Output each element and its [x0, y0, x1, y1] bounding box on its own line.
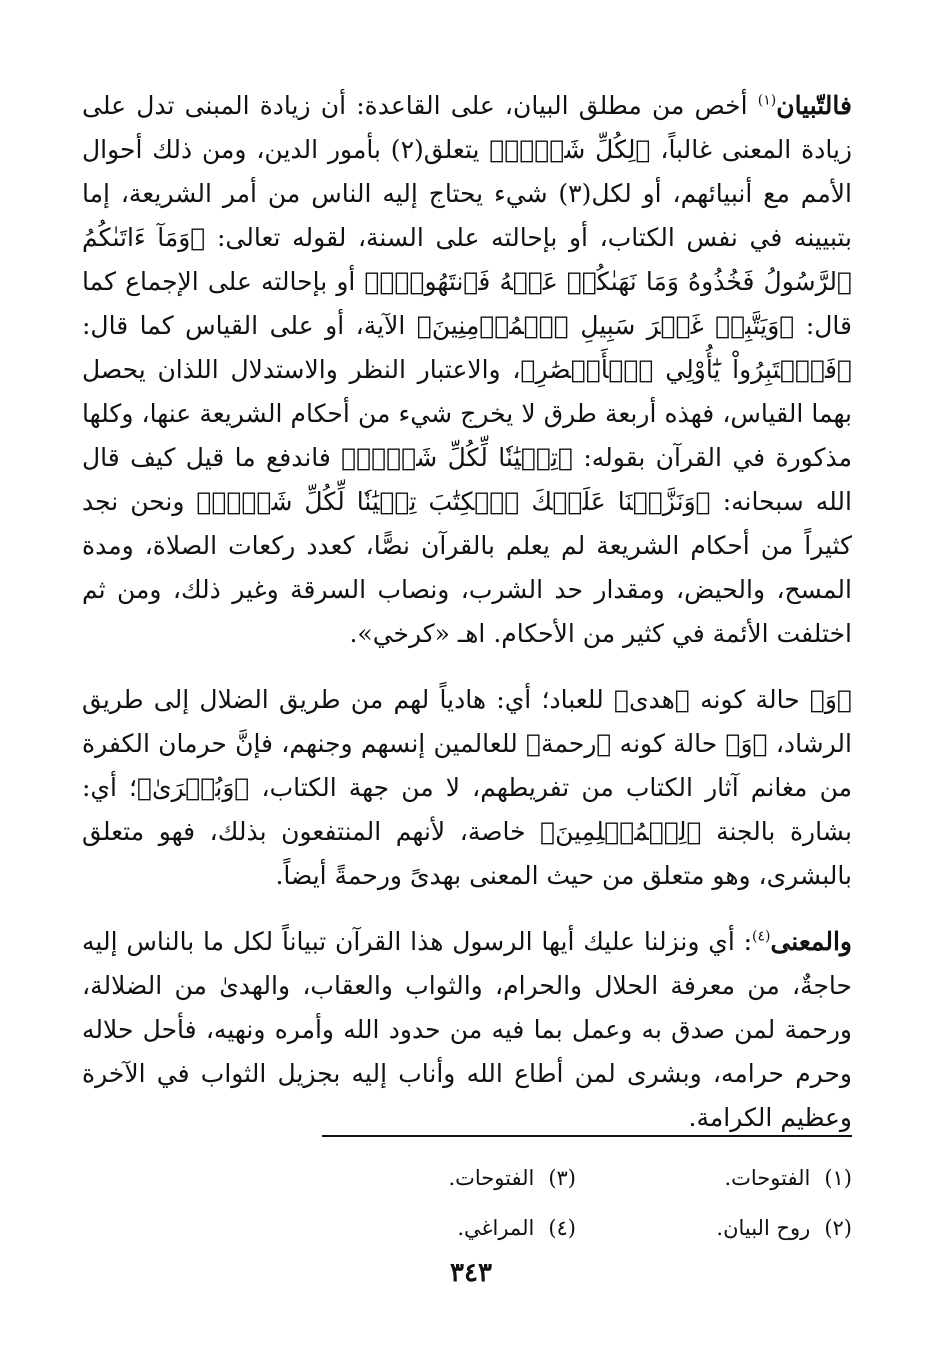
footnote-item: [300, 1203, 576, 1253]
paragraph-1-lead: فالتّبيان: [776, 91, 852, 120]
page-number: ٣٤٣: [450, 1258, 492, 1288]
footnote-separator: [322, 1135, 852, 1137]
footnote-number: (٤): [548, 1216, 576, 1240]
paragraph-3-text: : أي ونزلنا عليك أيها الرسول هذا القرآن تبياناً لكل ما بالناس إليه حاجةٌ، من معرفة الحلال والحرام، والثواب والعقاب، والهدىٰ من الضلالة، ورحمة لمن صدق به وعمل بما فيه من حدود الله وأمره ونهيه، فأحل حلاله وحرم حرامه، وبشرى لمن أطاع الله وأناب إليه بجزيل الثواب في الآخرة وعظيم الكرامة.: [82, 927, 852, 1132]
footnote-text: المراغي.: [457, 1216, 535, 1240]
footnote-text: الفتوحات.: [724, 1166, 811, 1190]
paragraph-1-note-mark: (١): [757, 92, 777, 109]
page-body: [82, 84, 852, 1162]
footnote-item: [576, 1203, 852, 1253]
footnote-number: (٢): [824, 1216, 852, 1240]
paragraph-1-text: أخص من مطلق البيان، على القاعدة: أن زيادة المبنى تدل على زيادة المعنى غالباً، ﴿لِكُلِّ شَيۡءٖ﴾ يتعلق(٢) بأمور الدين، ومن ذلك أحوال الأمم مع أنبيائهم، أو لكل(٣) شيء يحتاج إليه الناس من أمر الشريعة، إما بتبيينه في نفس الكتاب، أو بإحالته على السنة، لقوله تعالى: ﴿وَمَآ ءَاتَىٰكُمُ ٱلرَّسُولُ فَخُذُوهُ وَمَا نَهَىٰكُمۡ عَنۡهُ فَٱنتَهُواْۚ﴾ أو بإحالته على الإجماع كما قال: ﴿وَيَتَّبِعۡ غَيۡرَ سَبِيلِ ٱلۡمُؤۡمِنِينَ﴾ الآية، أو على القياس كما قال: ﴿فَٱعۡتَبِرُواْ يَٰٓأُوْلِي ٱلۡأَبۡصَٰرِ﴾، والاعتبار النظر والاستدلال اللذان يحصل بهما القياس، فهذه أربعة طرق لا يخرج شيء من أحكام الشريعة عنها، وكلها مذكورة في القرآن بقوله: ﴿تِبۡيَٰنٗا لِّكُلِّ شَيۡءٖ﴾ فاندفع ما قيل كيف قال الله سبحانه: ﴿وَنَزَّلۡنَا عَلَيۡكَ ٱلۡكِتَٰبَ تِبۡيَٰنٗا لِّكُلِّ شَيۡءٖ﴾ ونحن نجد كثيراً من أحكام الشريعة لم يعلم بالقرآن نصًّا، كعدد ركعات الصلاة، ومدة المسح، والحيض، ومقدار حد الشرب، ونصاب السرقة وغير ذلك، ومن ثم اختلفت الأئمة في كثير من الأحكام. اهـ «كرخي».: [82, 91, 852, 648]
footnote-row: [300, 1203, 852, 1253]
footnote-text: الفتوحات.: [448, 1166, 535, 1190]
footnotes: [300, 1153, 852, 1253]
paragraph-3-note-mark: (٤): [752, 928, 771, 945]
paragraph-2-text: ﴿وَ﴾ حالة كونه ﴿هدى﴾ للعباد؛ أي: هادياً لهم من طريق الضلال إلى طريق الرشاد، ﴿وَ﴾ حالة كونه ﴿رحمة﴾ للعالمين إنسهم وجنهم، فإنَّ حرمان الكفرة من مغانم آثار الكتاب من تفريطهم، لا من جهة الكتاب، ﴿وَبُشۡرَىٰ﴾؛ أي: بشارة بالجنة ﴿لِلۡمُسۡلِمِينَ﴾ خاصة، لأنهم المنتفعون بذلك، فهو متعلق بالبشرى، وهو متعلق من حيث المعنى بهدىً ورحمةً أيضاً.: [82, 685, 852, 890]
footnote-item: [576, 1153, 852, 1203]
paragraph-3-lead: والمعنى: [770, 927, 852, 956]
paragraph-1: [82, 84, 852, 656]
paragraph-3: [82, 920, 852, 1140]
footnote-number: (١): [824, 1166, 852, 1190]
footnote-number: (٣): [548, 1166, 576, 1190]
paragraph-2: [82, 678, 852, 898]
footnote-row: [300, 1153, 852, 1203]
footnote-item: [300, 1153, 576, 1203]
footnote-text: روح البيان.: [716, 1216, 811, 1240]
